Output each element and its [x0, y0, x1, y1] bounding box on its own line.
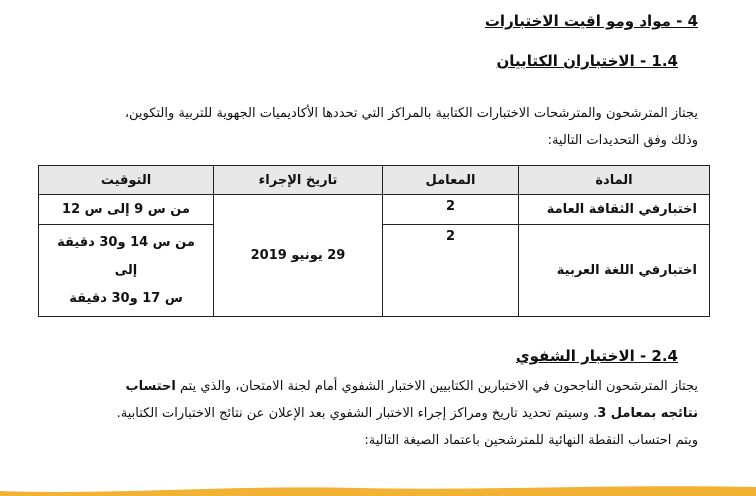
footer-decoration — [0, 482, 756, 496]
paragraph-2-line-1 — [18, 373, 698, 400]
coefficient-cell: 2 — [383, 195, 519, 225]
shared-date-cell: 29 يونيو 2019 — [214, 195, 383, 317]
bold-text-run: احتساب — [125, 379, 176, 394]
subject-cell: اختبارفي اللغة العربية — [519, 225, 710, 317]
exam-schedule-table — [38, 165, 710, 317]
coefficient-cell: 2 — [383, 225, 519, 317]
paragraph-1-line-1: يجتاز المترشحون والمترشحات الاختبارات الكتابية بالمراكز التي تحددها الأكاديميات الجهوية للتربية والتكوين، — [124, 106, 698, 121]
paragraph-2-line-2 — [18, 400, 698, 427]
header-coefficient: المعامل — [383, 166, 519, 195]
paragraph-2-line-3: ويتم احتساب النقطة النهائية للمترشحين باعتماد الصيغة التالية: — [364, 433, 698, 448]
section-2-heading: 2.4 - الاختبار الشفوي — [515, 347, 678, 365]
text-run: يجتاز المترشحون الناجحون في الاختبارين الكتابيين الاختبار الشفوي أمام لجنة الامتحان، والذي يتم — [175, 379, 698, 394]
paragraph-2 — [18, 373, 698, 454]
time-cell — [39, 225, 214, 317]
paragraph-1-line-2: وذلك وفق التحديدات التالية: — [547, 133, 698, 148]
paragraph-1 — [18, 100, 698, 154]
main-heading: 4 - مواد ومو اقيت الاختبارات — [484, 12, 698, 30]
time-cell: من س 9 إلى س 12 — [39, 195, 214, 225]
time-line: إلى — [114, 262, 138, 278]
subject-cell: اختبارفي الثقافة العامة — [519, 195, 710, 225]
section-1-heading: 1.4 - الاختباران الكتابيان — [496, 52, 678, 70]
header-subject: المادة — [519, 166, 710, 195]
table-header-row — [39, 166, 710, 195]
time-line: من س 14 و30 دقيقة — [57, 234, 195, 250]
time-line: س 17 و30 دقيقة — [69, 290, 183, 306]
text-run: . وسيتم تحديد تاريخ ومراكز إجراء الاختبار الشفوي بعد الإعلان عن نتائج الاختبارات الكتابية. — [116, 406, 598, 421]
bold-text-run: نتائجه بمعامل 3 — [597, 406, 698, 421]
header-time: التوقيت — [39, 166, 214, 195]
table-row — [39, 195, 710, 225]
header-date: تاريخ الإجراء — [214, 166, 383, 195]
